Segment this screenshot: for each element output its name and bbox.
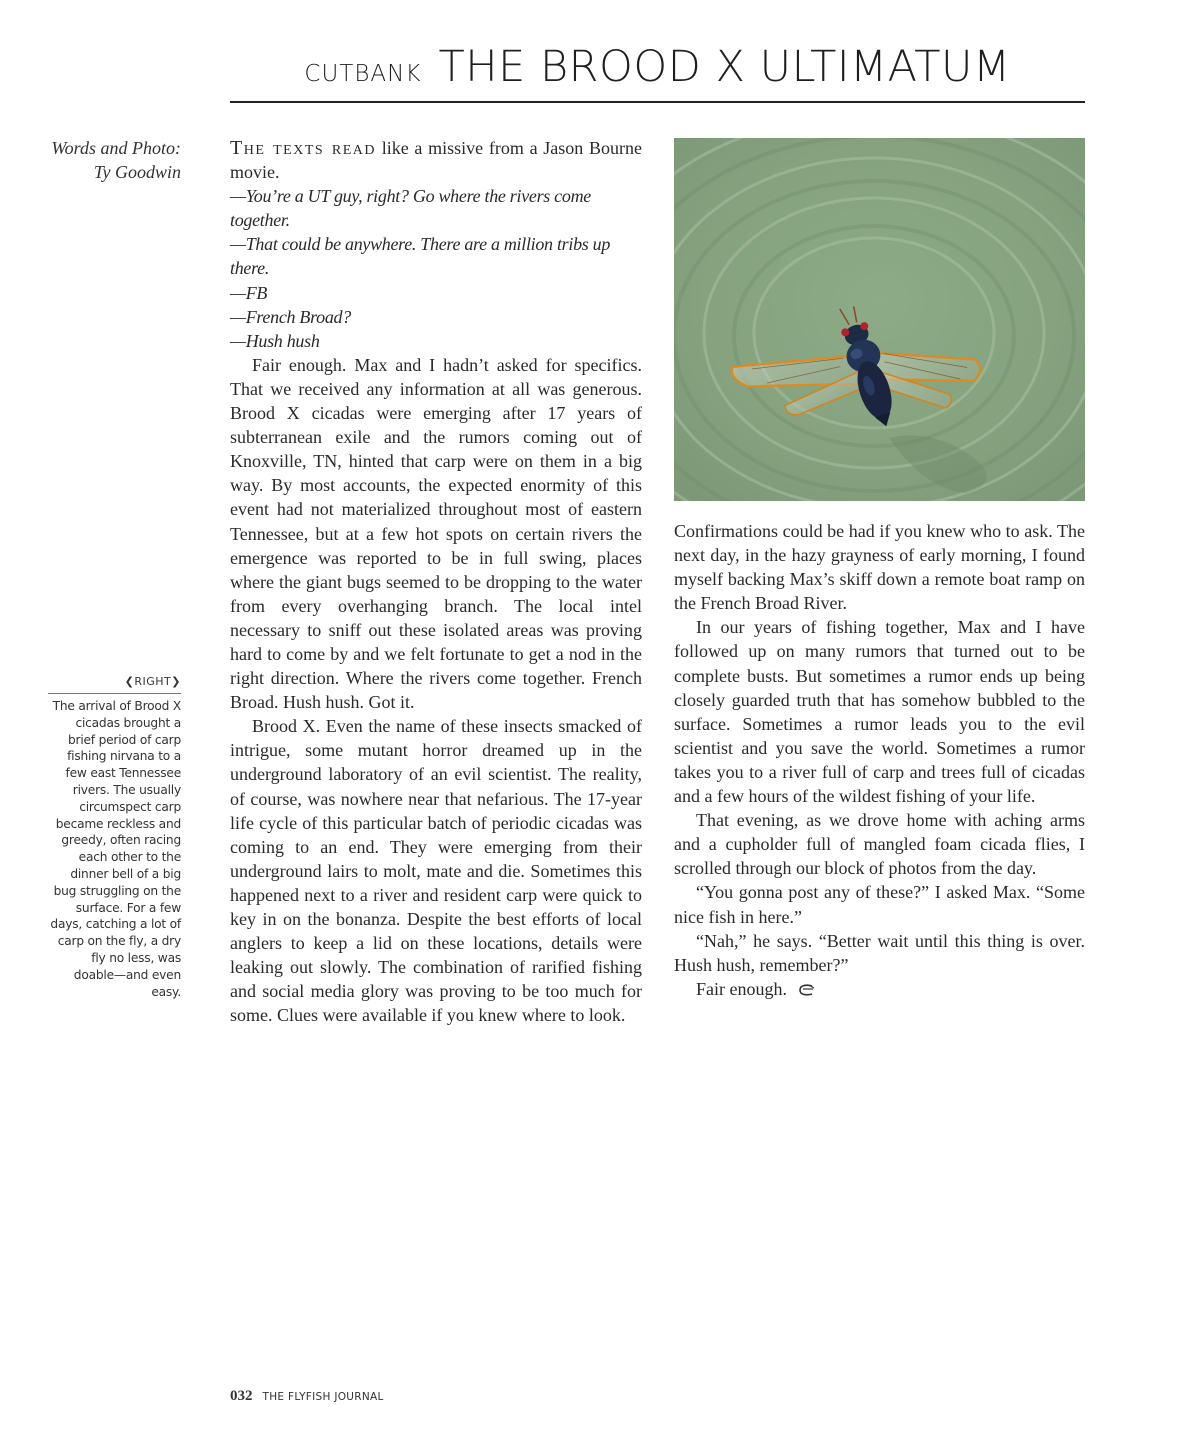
article-column-2 (674, 519, 1085, 1001)
body-paragraph: In our years of fishing together, Max and I have followed up on many rumors that turned out to be complete busts. But sometimes a rumor ends up being closely guarded truth that has somehow bubbled to the surface. Sometimes a rumor leads you to the evil scientist and you save the world. Sometimes a rumor takes you to a river full of carp and trees full of cicadas and a few hours of the wildest fishing of your life. (674, 617, 1085, 807)
article-title: THE BROOD X ULTIMATUM (438, 42, 1011, 92)
page-footer (230, 1387, 384, 1405)
left-brace-icon: ❮ (124, 675, 135, 688)
header-rule (230, 101, 1085, 103)
caption-label-text: RIGHT (134, 675, 172, 688)
lead-rest: like a missive from a Jason Bourne movie. (230, 138, 643, 183)
body-paragraph: Confirmations could be had if you knew who to ask. The next day, in the hazy grayness of early morning, I found myself backing Max’s skiff down a remote boat ramp on the French Broad River. (674, 521, 1085, 614)
journal-name: THE FLYFISH JOURNAL (262, 1391, 384, 1403)
byline (40, 136, 181, 184)
photo-caption: The arrival of Brood X cicadas brought a brief period of carp fishing nirvana to a few east Tennessee rivers. The usually circumspect carp became reckless and greedy, often racing each other to the dinner bell of a big bug struggling on the surface. For a few days, catching a lot of carp on the fly, a dry fly no less, was doable—and even easy. (50, 699, 181, 999)
cicada-photo (674, 138, 1085, 501)
dialogue-line: —French Broad? (230, 306, 351, 327)
closing-text: Fair enough. (696, 978, 787, 999)
body-paragraph: “You gonna post any of these?” I asked Max. “Some nice fish in here.” (674, 882, 1085, 927)
dialogue-line: —That could be anywhere. There are a million tribs up there. (230, 234, 611, 279)
page-header (230, 42, 1085, 102)
byline-author: Ty Goodwin (93, 162, 181, 182)
lead-smallcaps: The texts read (230, 137, 376, 159)
cicada-photo-graphic (674, 138, 1085, 501)
body-paragraph: That evening, as we drove home with aching arms and a cupholder full of mangled foam cicada flies, I scrolled through our block of photos from the day. (674, 810, 1085, 879)
closing-paragraph (674, 977, 1085, 1001)
lead-paragraph (230, 136, 642, 184)
right-brace-icon: ❯ (171, 675, 181, 688)
body-paragraph: “Nah,” he says. “Better wait until this thing is over. Hush hush, remember?” (674, 930, 1085, 975)
byline-credit: Words and Photo: (51, 138, 181, 158)
page-number: 032 (230, 1388, 253, 1404)
caption-rule (48, 693, 181, 694)
caption-label (40, 675, 181, 688)
end-mark-icon (797, 983, 815, 997)
body-paragraph: Brood X. Even the name of these insects smacked of intrigue, some mutant horror dreamed up in the underground laboratory of an evil scientist. The reality, of course, was nowhere near that nefarious. The 17-year life cycle of this particular batch of periodic cicadas was coming to an end. They were emerging from their underground lairs to molt, mate and die. Sometimes this happened next to a river and resident carp were quick to key in on the bonanza. Despite the best efforts of local anglers to keep a lid on these locations, details were leaking out slowly. The combination of rarified fishing and social media glory was proving to be too much for some. Clues were available if you knew where to look. (230, 716, 642, 1026)
dialogue-line: —You’re a UT guy, right? Go where the rivers come together. (230, 186, 591, 231)
article-column-1 (230, 136, 642, 1027)
body-paragraph: Fair enough. Max and I hadn’t asked for specifics. That we received any information at all was generous. Brood X cicadas were emerging after 17 years of subterranean exile and the rumors coming out of Knoxville, TN, hinted that carp were on them in a big way. By most accounts, the expected enormity of this event had not materialized throughout most of eastern Tennessee, but at a few hot spots on certain rivers the emergence was reported to be in full swing, places where the giant bugs seemed to be dropping to the water from every overhanging branch. The local intel necessary to sniff out these isolated areas was proving hard to come by and we felt fortunate to get a nod in the right direction. Where the rivers come together. French Broad. Hush hush. Got it. (230, 354, 642, 713)
section-name: CUTBANK (304, 61, 422, 87)
dialogue-line: —FB (230, 282, 268, 303)
dialogue-line: —Hush hush (230, 330, 320, 351)
